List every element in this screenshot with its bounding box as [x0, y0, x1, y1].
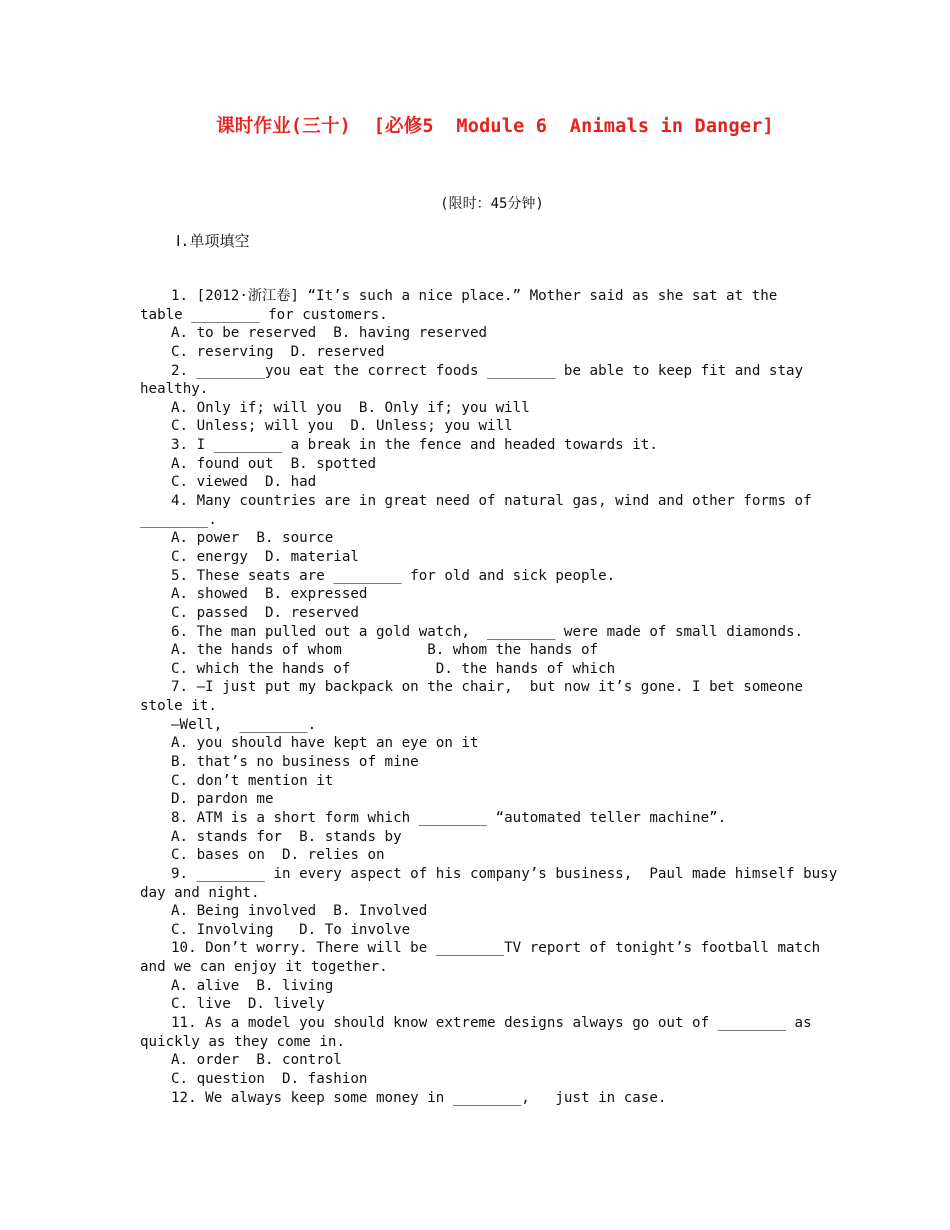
exercise-line: 8. ATM is a short form which ________ “automated teller machine”.	[171, 809, 727, 826]
exercise-line: ________.	[140, 511, 217, 528]
exercise-line: C. question D. fashion	[171, 1070, 368, 1087]
exercise-line: day and night.	[140, 884, 260, 901]
exercise-line: C. passed D. reserved	[171, 604, 359, 621]
exercise-line: 11. As a model you should know extreme designs always go out of ________ as	[171, 1014, 812, 1031]
exercise-body	[140, 287, 838, 1107]
exercise-line: A. you should have kept an eye on it	[171, 735, 479, 752]
section-heading: Ⅰ.单项填空	[176, 232, 250, 250]
exercise-line: table ________ for customers.	[140, 306, 388, 323]
exercise-line: 2. ________you eat the correct foods ________ be able to keep fit and stay	[171, 362, 804, 379]
exercise-line: and we can enjoy it together.	[140, 959, 388, 976]
exercise-line: C. Unless; will you D. Unless; you will	[171, 418, 513, 435]
exercise-line: 1. [2012·浙江卷] “It’s such a nice place.” Mother said as she sat at the	[171, 288, 778, 304]
exercise-line: A. found out B. spotted	[171, 455, 376, 472]
exercise-line: healthy.	[140, 381, 209, 398]
exercise-line: A. Being involved B. Involved	[171, 903, 428, 920]
exercise-line: A. to be reserved B. having reserved	[171, 325, 488, 342]
exercise-line: A. showed B. expressed	[171, 586, 368, 603]
exercise-line: C. energy D. material	[171, 548, 359, 565]
exercise-line: D. pardon me	[171, 791, 274, 808]
exercise-line: 10. Don’t worry. There will be ________TV report of tonight’s football match	[171, 940, 821, 957]
exercise-line: C. bases on D. relies on	[171, 847, 385, 864]
exercise-line: A. alive B. living	[171, 977, 334, 994]
exercise-line: C. which the hands of D. the hands of which	[171, 660, 616, 677]
exercise-line: 3. I ________ a break in the fence and headed towards it.	[171, 437, 658, 454]
exercise-line: 7. —I just put my backpack on the chair, but now it’s gone. I bet someone	[171, 679, 804, 696]
exercise-line: A. the hands of whom B. whom the hands of	[171, 642, 599, 659]
exercise-line: 6. The man pulled out a gold watch, ________ were made of small diamonds.	[171, 623, 804, 640]
exercise-line: 4. Many countries are in great need of natural gas, wind and other forms of	[171, 493, 812, 510]
exercise-line: A. power B. source	[171, 530, 334, 547]
exercise-line: —Well, ________.	[171, 716, 317, 733]
exercise-line: A. stands for B. stands by	[171, 828, 402, 845]
exercise-line: 12. We always keep some money in ________, just in case.	[171, 1089, 667, 1106]
exercise-line: B. that’s no business of mine	[171, 754, 419, 771]
exercise-line: C. Involving D. To involve	[171, 921, 411, 938]
exercise-line: C. live D. lively	[171, 996, 325, 1013]
exercise-line: stole it.	[140, 698, 217, 715]
exercise-line: A. order B. control	[171, 1052, 342, 1069]
exercise-line: 5. These seats are ________ for old and sick people.	[171, 567, 616, 584]
exercise-line: 9. ________ in every aspect of his company’s business, Paul made himself busy	[171, 865, 838, 882]
page-title: 课时作业(三十) [必修5 Module 6 Animals in Danger]	[216, 116, 774, 137]
time-limit: (限时：45分钟)	[440, 196, 544, 212]
exercise-line: C. viewed D. had	[171, 474, 317, 491]
exercise-line: C. don’t mention it	[171, 772, 334, 789]
exercise-line: C. reserving D. reserved	[171, 343, 385, 360]
exercise-line: A. Only if; will you B. Only if; you will	[171, 399, 530, 416]
exercise-line: quickly as they come in.	[140, 1033, 345, 1050]
